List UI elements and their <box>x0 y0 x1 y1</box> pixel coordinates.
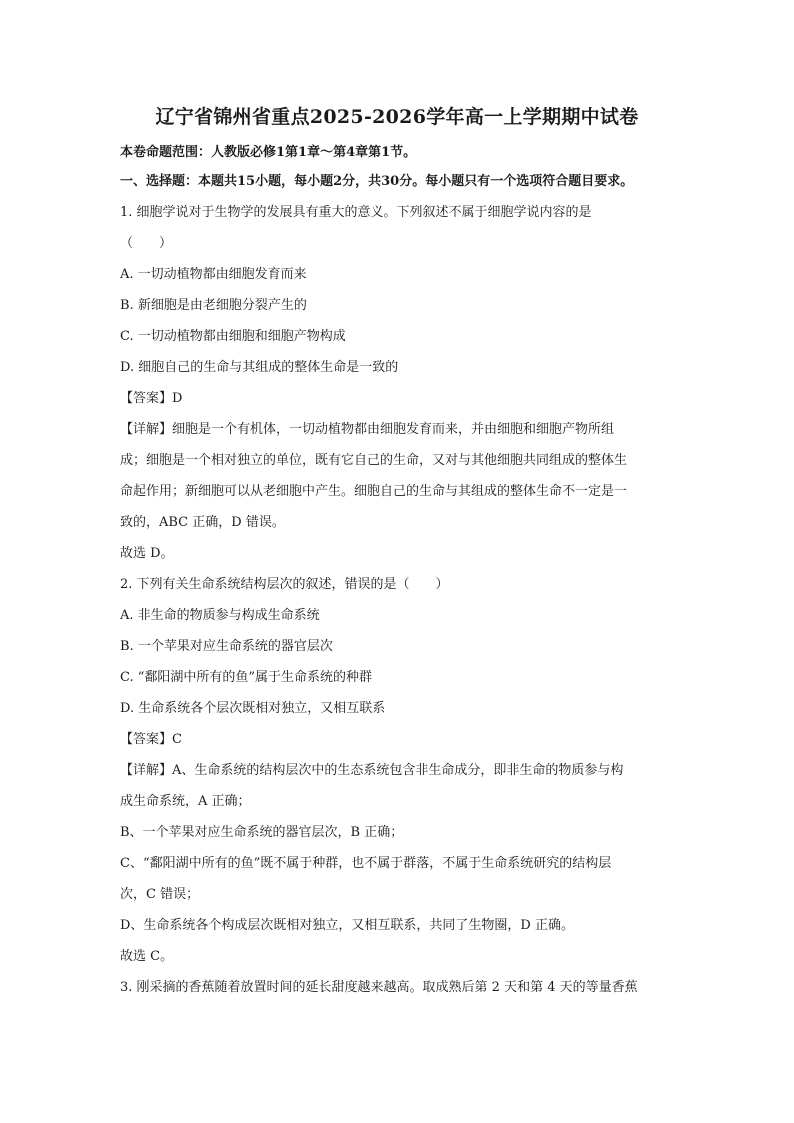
question-1-option-b: B. 新细胞是由老细胞分裂产生的 <box>120 298 307 313</box>
question-1-conclusion: 故选 D。 <box>120 546 174 561</box>
question-1-option-d: D. 细胞自己的生命与其组成的整体生命是一致的 <box>120 360 399 375</box>
document-title: 辽宁省锦州省重点2025-2026学年高一上学期期中试卷 <box>155 106 639 128</box>
question-2-explanation-line: 【详解】A、生命系统的结构层次中的生态系统包含非生命成分，即非生命的物质参与构 <box>120 763 624 778</box>
question-2-explanation-line: 成生命系统，A 正确； <box>120 794 251 809</box>
question-2-explanation-line: C、“鄱阳湖中所有的鱼”既不属于种群，也不属于群落，不属于生命系统研究的结构层 <box>120 856 612 871</box>
section-heading: 一、选择题：本题共15小题，每小题2分，共30分。每小题只有一个选项符合题目要求。 <box>120 174 634 189</box>
question-3-stem: 3. 刚采摘的香蕉随着放置时间的延长甜度越来越高。取成熟后第 2 天和第 4 天的等量香蕉 <box>120 980 638 995</box>
document-body <box>120 140 690 1003</box>
question-1-answer: 【答案】D <box>120 391 183 406</box>
question-2-conclusion: 故选 C。 <box>120 949 174 964</box>
question-1-stem: 1. 细胞学说对于生物学的发展具有重大的意义。下列叙述不属于细胞学说内容的是 <box>120 205 592 220</box>
question-2-option-a: A. 非生命的物质参与构成生命系统 <box>120 608 320 623</box>
question-2-stem: 2. 下列有关生命系统结构层次的叙述，错误的是（ ） <box>120 577 449 592</box>
question-2-option-b: B. 一个苹果对应生命系统的器官层次 <box>120 639 333 654</box>
question-2-explanation-line: 次，C 错误； <box>120 887 200 902</box>
question-2-answer: 【答案】C <box>120 732 182 747</box>
question-1-option-c: C. 一切动植物都由细胞和细胞产物构成 <box>120 329 346 344</box>
question-1-explanation-line: 命起作用；新细胞可以从老细胞中产生。细胞自己的生命与其组成的整体生命不一定是一 <box>120 484 628 499</box>
question-1-option-a: A. 一切动植物都由细胞发育而来 <box>120 267 307 282</box>
question-2-option-c: C. “鄱阳湖中所有的鱼”属于生命系统的种群 <box>120 670 373 685</box>
question-1-explanation-line: 【详解】细胞是一个有机体，一切动植物都由细胞发育而来，并由细胞和细胞产物所组 <box>120 422 615 437</box>
question-1-explanation-line: 致的，ABC 正确，D 错误。 <box>120 515 285 530</box>
question-1-explanation-line: 成；细胞是一个相对独立的单位，既有它自己的生命，又对与其他细胞共同组成的整体生 <box>120 453 628 468</box>
question-2-explanation-line: D、生命系统各个构成层次既相对独立，又相互联系，共同了生物圈，D 正确。 <box>120 918 574 933</box>
scope-note: 本卷命题范围：人教版必修1第1章～第4章第1节。 <box>120 145 417 160</box>
question-2-explanation-line: B、一个苹果对应生命系统的器官层次，B 正确； <box>120 825 404 840</box>
question-1-blank: （ ） <box>120 236 173 251</box>
question-2-option-d: D. 生命系统各个层次既相对独立，又相互联系 <box>120 701 386 716</box>
